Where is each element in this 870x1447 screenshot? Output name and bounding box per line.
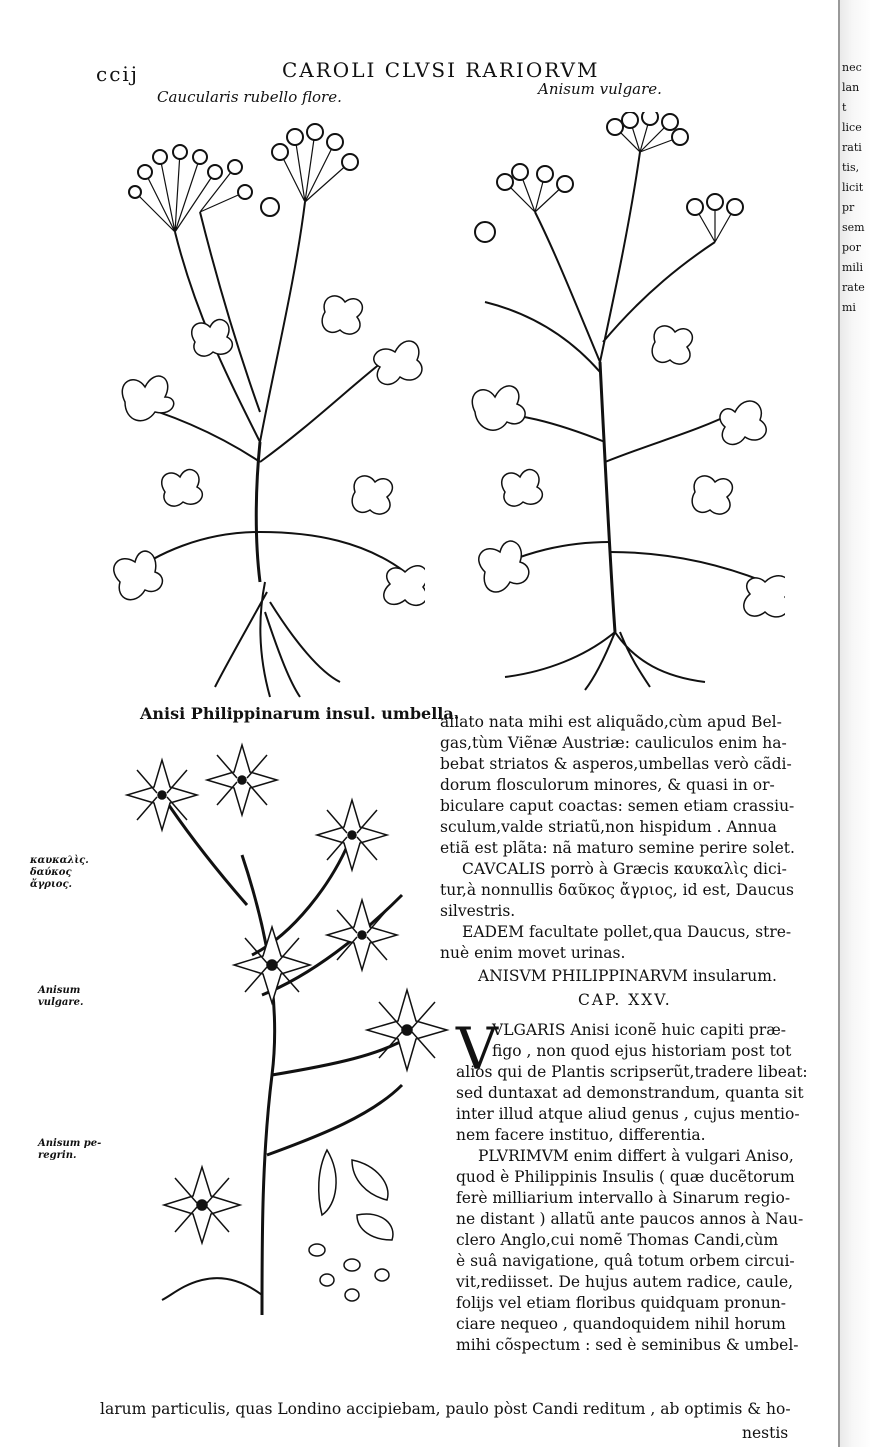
text-line: CAVCALIS porrò à Græcis καυκαλὶς dici-	[462, 860, 787, 878]
facing-page-fragment: rati	[842, 141, 862, 154]
figure-caption-anisi-philippinarum: Anisi Philippinarum insul. umbella.	[140, 704, 460, 723]
figure-caption-caucularis: Caucularis rubello flore.	[157, 88, 342, 106]
facing-page-fragment: sem	[842, 221, 865, 234]
text-line: ciare nequeo , quandoquidem nihil horum	[456, 1315, 786, 1333]
text-line: EADEM facultate pollet,qua Daucus, stre-	[462, 923, 792, 941]
text-line: allato nata mihi est aliquãdo,cùm apud Bel-	[440, 713, 782, 731]
woodcut-anisum-vulgare	[465, 112, 785, 692]
text-line: biculare caput coactas: semen etiam crassiu-	[440, 797, 795, 815]
text-line: dorum flosculorum minores, & quasi in or-	[440, 776, 775, 794]
text-line: PLVRIMVM enim differt à vulgari Aniso,	[478, 1147, 794, 1165]
section-title: ANISVM PHILIPPINARVM insularum.	[478, 967, 777, 985]
drop-cap: V	[456, 1015, 498, 1083]
margin-note-anisum-peregrin: Anisum pe- regrin.	[38, 1138, 102, 1161]
facing-page-fragment: tis,	[842, 161, 860, 174]
woodcut-caucularis	[105, 112, 425, 702]
facing-page-fragment: lice	[842, 121, 862, 134]
text-line: silvestris.	[440, 902, 516, 920]
text-line: inter illud atque aliud genus , cujus mentio-	[456, 1105, 800, 1123]
text-line: sculum,valde striatũ,non hispidum . Annua	[440, 818, 777, 836]
chapter-number: CAP. XXV.	[578, 991, 672, 1009]
text-line: quod è Philippinis Insulis ( quæ ducẽtorum	[456, 1168, 795, 1186]
catchword: nestis	[742, 1424, 789, 1442]
text-line: sed duntaxat ad demonstrandum, quanta sit	[456, 1084, 804, 1102]
facing-page-fragment: licit	[842, 181, 864, 194]
text-line: mihi cõspectum : sed è seminibus & umbel-	[456, 1336, 799, 1354]
facing-page-edge	[838, 0, 870, 1447]
running-title: CAROLI CLVSI RARIORVM	[282, 58, 600, 82]
text-line: bebat striatos & asperos,umbellas verò cãdi-	[440, 755, 792, 773]
text-line: alios qui de Plantis scripserũt,tradere libeat:	[456, 1063, 808, 1081]
facing-page-fragments	[842, 58, 865, 318]
text-line: gas,tùm Viẽnæ Austriæ: cauliculos enim ha-	[440, 734, 787, 752]
facing-page-fragment: mili	[842, 261, 863, 274]
text-line: tur,à nonnullis δαῦκος ἄγριος, id est, Daucus	[440, 881, 794, 899]
margin-note-greek: καυκαλὶς. δαύκος ἄγριος.	[30, 855, 89, 890]
folio-number: ccij	[96, 62, 139, 86]
text-line: nem facere instituo, differentia.	[456, 1126, 706, 1144]
footer-text-line: larum particulis, quas Londino accipiebam, paulo pòst Candi reditum , ab optimis & ho-	[100, 1400, 791, 1418]
text-line: è suâ navigatione, quâ totum orbem circui-	[456, 1252, 795, 1270]
woodcut-star-anise	[112, 735, 452, 1320]
facing-page-fragment: por	[842, 241, 861, 254]
text-line: folijs vel etiam floribus quidquam pronun-	[456, 1294, 786, 1312]
facing-page-fragment: pr	[842, 201, 855, 214]
facing-page-fragment: mi	[842, 301, 856, 314]
text-line: etiã est plãta: nã maturo semine perire solet.	[440, 839, 795, 857]
facing-page-fragment: nec	[842, 61, 862, 74]
text-line: clero Anglo,cui nomẽ Thomas Candi,cùm	[456, 1231, 779, 1249]
margin-note-anisum-vulgare: Anisum vulgare.	[38, 985, 84, 1008]
text-line: ne distant ) allatũ ante paucos annos à Nau-	[456, 1210, 804, 1228]
text-line: figo , non quod ejus historiam post tot	[492, 1042, 792, 1060]
text-line: VLGARIS Anisi iconẽ huic capiti præ-	[492, 1021, 787, 1039]
text-line: ferè milliarium intervallo à Sinarum regio-	[456, 1189, 791, 1207]
text-line: vit,rediisset. De hujus autem radice, caule,	[456, 1273, 794, 1291]
facing-page-fragment: lan	[842, 81, 860, 94]
figure-caption-anisum-vulgare: Anisum vulgare.	[538, 80, 662, 98]
facing-page-fragment: t	[842, 101, 847, 114]
facing-page-fragment: rate	[842, 281, 865, 294]
text-line: nuè enim movet urinas.	[440, 944, 626, 962]
